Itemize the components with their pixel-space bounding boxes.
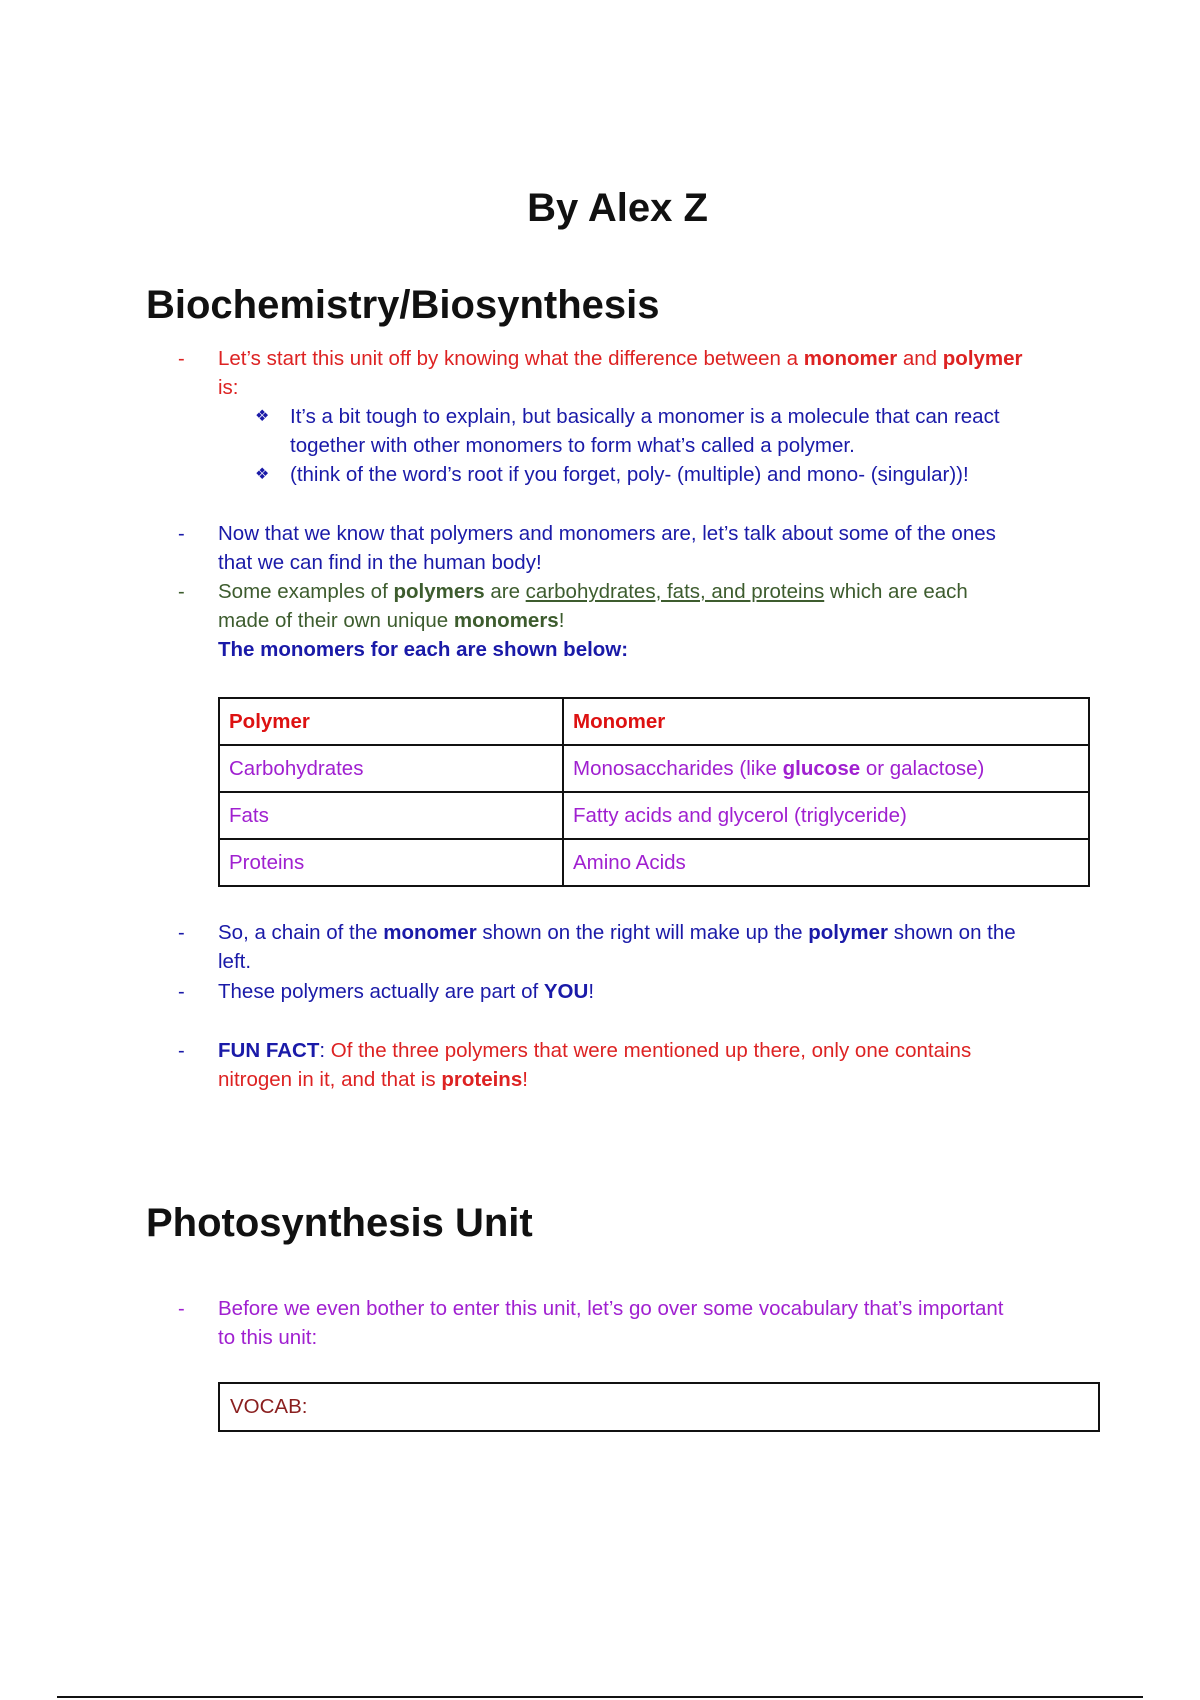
text: together with other monomers to form what’s called a polymer. bbox=[290, 434, 855, 457]
bullet-part-of-you bbox=[218, 977, 1098, 1006]
text: : bbox=[319, 1039, 331, 1062]
text: ! bbox=[522, 1068, 528, 1091]
table-header-row bbox=[219, 698, 1089, 745]
text: or galactose) bbox=[860, 756, 985, 780]
text: Of the three polymers that were mentioned up there, only one contains bbox=[330, 1039, 972, 1062]
bold-monomer: monomer bbox=[803, 347, 898, 370]
cell-monomer: Fatty acids and glycerol (triglyceride) bbox=[563, 792, 1089, 839]
monomers-shown-below: The monomers for each are shown below: bbox=[218, 638, 629, 661]
text: which are each bbox=[824, 580, 968, 603]
bullet-dash: - bbox=[178, 1298, 185, 1320]
cell-polymer: Fats bbox=[219, 792, 563, 839]
bullet-chain-explanation bbox=[218, 918, 1098, 976]
table-row bbox=[219, 745, 1089, 792]
header-monomer: Monomer bbox=[563, 698, 1089, 745]
fun-fact-label: FUN FACT bbox=[218, 1039, 320, 1062]
table-row bbox=[219, 839, 1089, 886]
bullet-dash: - bbox=[178, 523, 185, 545]
text: Let’s start this unit off by knowing what the difference between a bbox=[218, 347, 804, 370]
bullet-polymer-examples bbox=[218, 577, 1098, 635]
bullet-human-body bbox=[218, 519, 1098, 577]
bold-monomer: monomer bbox=[383, 921, 477, 944]
fun-fact bbox=[218, 1036, 1098, 1094]
bold-glucose: glucose bbox=[782, 756, 861, 780]
bold-polymers: polymers bbox=[393, 580, 485, 603]
diamond-bullet-icon: ❖ bbox=[255, 408, 270, 425]
text: These polymers actually are part of bbox=[218, 980, 544, 1003]
cell-polymer: Proteins bbox=[219, 839, 563, 886]
bold-you: YOU bbox=[543, 980, 589, 1003]
bullet-dash: - bbox=[178, 348, 185, 370]
text: shown on the right will make up the bbox=[476, 921, 809, 944]
bullet-monomer-polymer-intro bbox=[218, 344, 1098, 402]
text: Now that we know that polymers and monomers are, let’s talk about some of the ones bbox=[218, 522, 996, 545]
polymer-monomer-table bbox=[218, 697, 1090, 887]
bullet-dash: - bbox=[178, 1040, 185, 1062]
cell-monomer bbox=[563, 745, 1089, 792]
text: and bbox=[897, 347, 943, 370]
table-row bbox=[219, 792, 1089, 839]
text: nitrogen in it, and that is bbox=[218, 1068, 442, 1091]
header-polymer: Polymer bbox=[219, 698, 563, 745]
author-title: By Alex Z bbox=[527, 186, 708, 230]
text: Some examples of bbox=[218, 580, 394, 603]
bullet-dash: - bbox=[178, 981, 185, 1003]
vocab-box: VOCAB: bbox=[218, 1382, 1100, 1432]
bold-monomers: monomers bbox=[453, 609, 559, 632]
text: are bbox=[484, 580, 526, 603]
bold-polymer: polymer bbox=[808, 921, 889, 944]
text: ! bbox=[588, 980, 595, 1003]
heading-photosynthesis: Photosynthesis Unit bbox=[146, 1201, 533, 1245]
text: to this unit: bbox=[218, 1326, 318, 1349]
bullet-vocab-intro bbox=[218, 1294, 1098, 1352]
text: that we can find in the human body! bbox=[218, 551, 542, 574]
text: It’s a bit tough to explain, but basically a monomer is a molecule that can react bbox=[290, 405, 1000, 428]
text: made of their own unique bbox=[218, 609, 454, 632]
bullet-dash: - bbox=[178, 581, 185, 603]
bullet-dash: - bbox=[178, 922, 185, 944]
underlined-examples: carbohydrates, fats, and proteins bbox=[525, 580, 825, 603]
text: Before we even bother to enter this unit, let’s go over some vocabulary that’s important bbox=[218, 1297, 1004, 1320]
heading-biochemistry: Biochemistry/Biosynthesis bbox=[146, 283, 660, 327]
text: Monosaccharides (like bbox=[573, 756, 783, 780]
sub-bullet-word-root: (think of the word’s root if you forget, poly- (multiple) and mono- (singular))! bbox=[290, 463, 969, 486]
bold-proteins: proteins bbox=[441, 1068, 523, 1091]
cell-monomer: Amino Acids bbox=[563, 839, 1089, 886]
diamond-bullet-icon: ❖ bbox=[255, 466, 270, 483]
cell-polymer: Carbohydrates bbox=[219, 745, 563, 792]
text: ! bbox=[558, 609, 565, 632]
bold-polymer: polymer bbox=[942, 347, 1023, 370]
text: So, a chain of the bbox=[218, 921, 384, 944]
page-divider bbox=[57, 1696, 1143, 1698]
text: left. bbox=[218, 950, 252, 973]
sub-bullet-explanation bbox=[290, 402, 1090, 460]
text: is: bbox=[218, 376, 239, 399]
text: shown on the bbox=[888, 921, 1016, 944]
